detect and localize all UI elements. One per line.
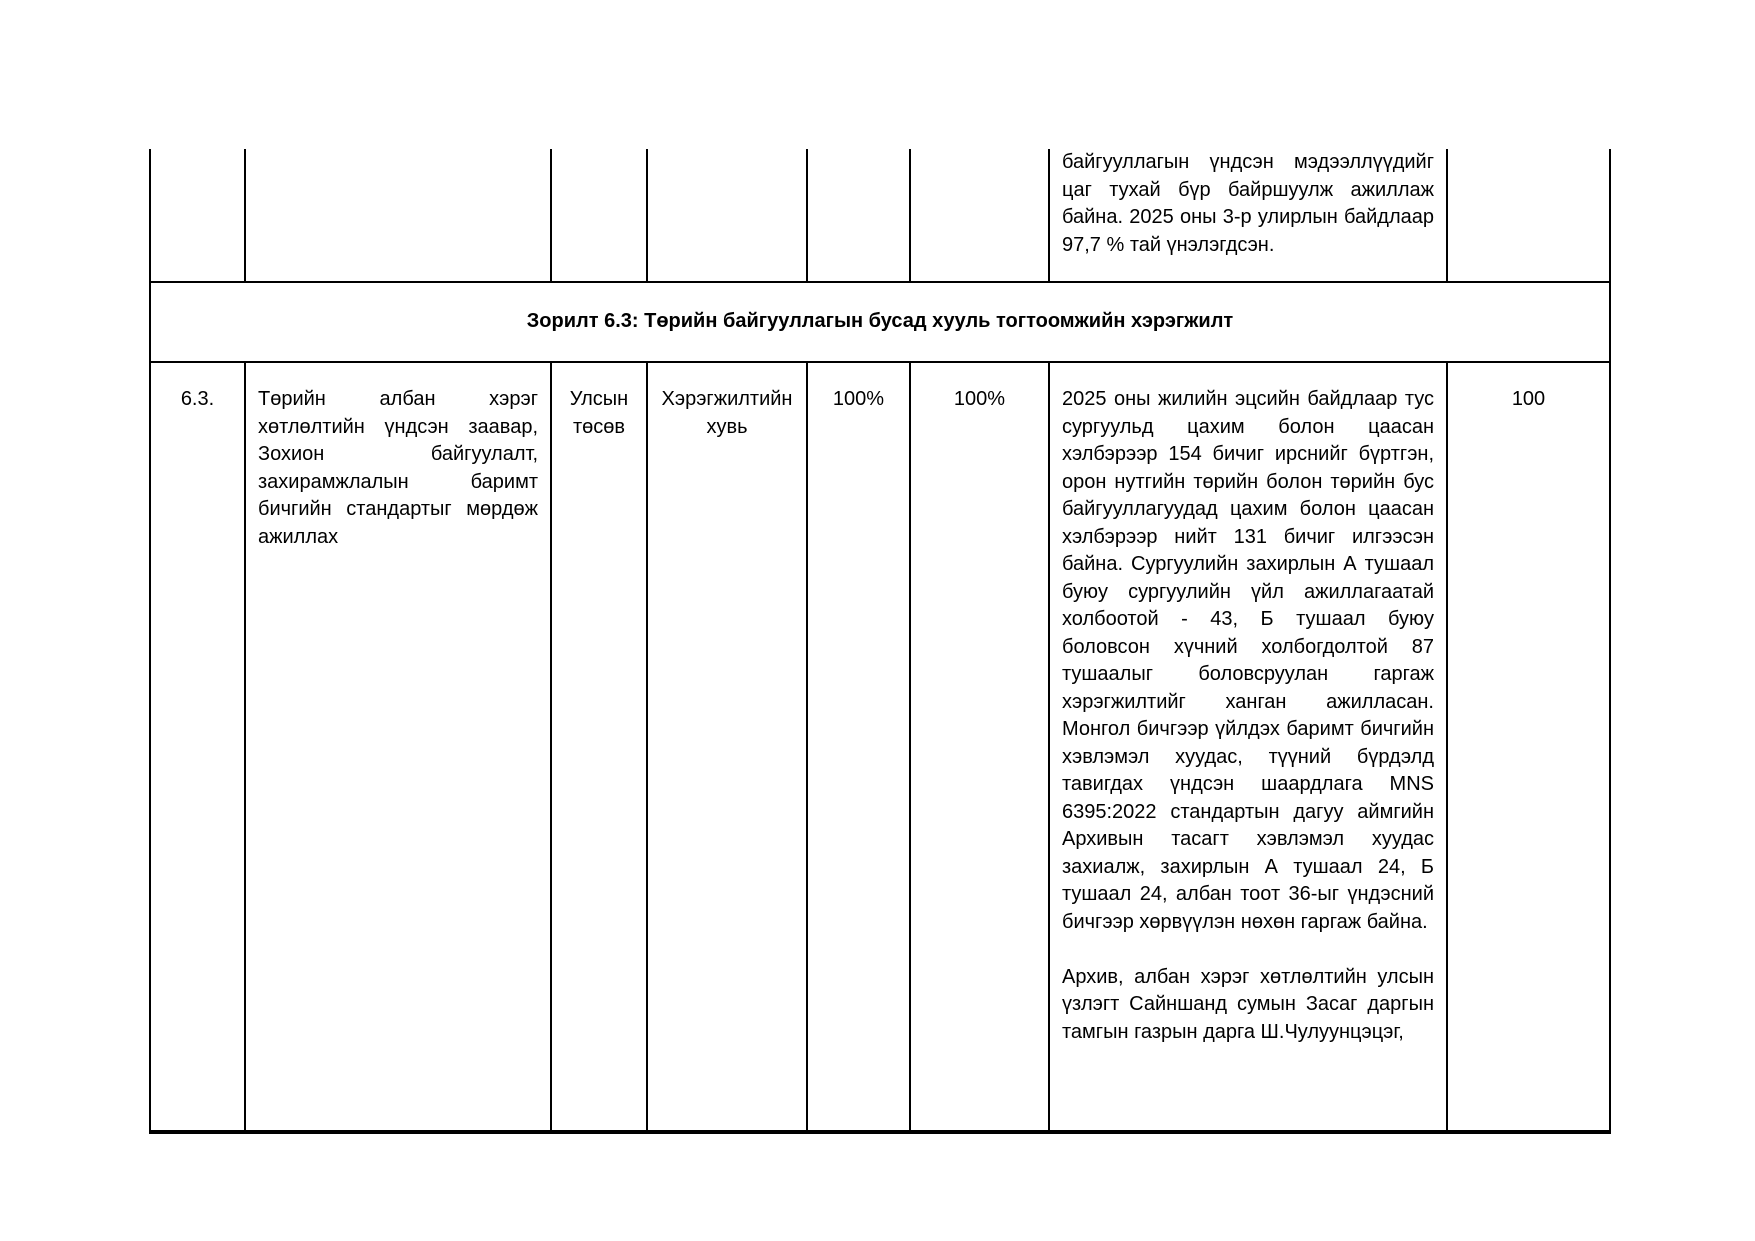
target-percent-cell [807, 362, 910, 1132]
indicator-text: Хэрэгжилтийн хувь [661, 388, 793, 438]
budget-source-text: Улсын төсөв [569, 388, 629, 438]
result-paragraph-1: 2025 оны жилийн эцсийн байдлаар тус сургуульд цахим болон цаасан хэлбэрээр 154 бичиг ирснийг бүртгэн, орон нутгийн төрийн болон төрийн бус байгууллагуудад цахим болон цаасан хэлбэрээр нийт 131 бичиг илгээсэн байна. Сургуулийн захирлын А тушаал буюу сургуулийн үйл ажиллагаатай холбоотой - 43, Б тушаал буюу боловсон хүчний холбогдолтой 87 тушаалыг боловсруулан гаргаж хэрэгжилтийг ханган ажилласан. Монгол бичгээр үйлдэх баримт бичгийн хэвлэмэл хуудас, түүний бүрдэлд тавигдах үндсэн шаардлага MNS 6395:2022 стандартын дагуу аймгийн Архивын тасагт хэвлэмэл хуудас захиалж, захирлын А тушаал 24, Б тушаал 24, албан тоот 36-ыг үндэсний бичгээр хөрвүүлэн нөхөн гаргаж байна. [1062, 388, 1434, 933]
result-paragraph-2: Архив, албан хэрэг хөтлөлтийн улсын үзлэгт Сайншанд сумын Засаг даргын тамгын газрын дарга Ш.Чулуунцэцэг, [1062, 965, 1434, 1043]
performance-percent: 100% [953, 388, 1006, 410]
empty-budget-cell [551, 149, 647, 282]
budget-source-cell [551, 362, 647, 1132]
main-row [150, 362, 1610, 1132]
continuation-row [150, 149, 1610, 282]
empty-performance-cell [910, 149, 1049, 282]
continuation-result-text-box [1050, 149, 1446, 281]
row-number: 6.3. [180, 388, 215, 410]
empty-number-cell [150, 149, 245, 282]
continuation-result-cell [1049, 149, 1447, 282]
result-text-cell [1049, 362, 1447, 1132]
report-table [149, 149, 1611, 1134]
continuation-result-text: байгууллагын үндсэн мэдээллүүдийг цаг тухай бүр байршуулж ажиллаж байна. 2025 оны 3-р улирлын байдлаар 97,7 % тай үнэлэгдсэн. [1062, 151, 1434, 256]
goal-header-row [150, 282, 1610, 362]
goal-header-title: Зорилт 6.3: Төрийн байгууллагын бусад хууль тогтоомжийн хэрэгжилт [150, 282, 1610, 362]
target-percent: 100% [832, 388, 885, 410]
task-text: Төрийн албан хэрэг хөтлөлтийн үндсэн заавар, Зохион байгуулалт, захирамжлалын баримт бичгийн стандартыг мөрдөж ажиллах [258, 388, 538, 548]
empty-indicator-cell [647, 149, 807, 282]
task-cell [245, 362, 551, 1132]
row-number-cell [150, 362, 245, 1132]
score-value: 100 [1511, 388, 1546, 410]
empty-task-cell [245, 149, 551, 282]
score-cell [1447, 362, 1610, 1132]
performance-percent-cell [910, 362, 1049, 1132]
indicator-cell [647, 362, 807, 1132]
empty-target-cell [807, 149, 910, 282]
empty-score-cell [1447, 149, 1610, 282]
